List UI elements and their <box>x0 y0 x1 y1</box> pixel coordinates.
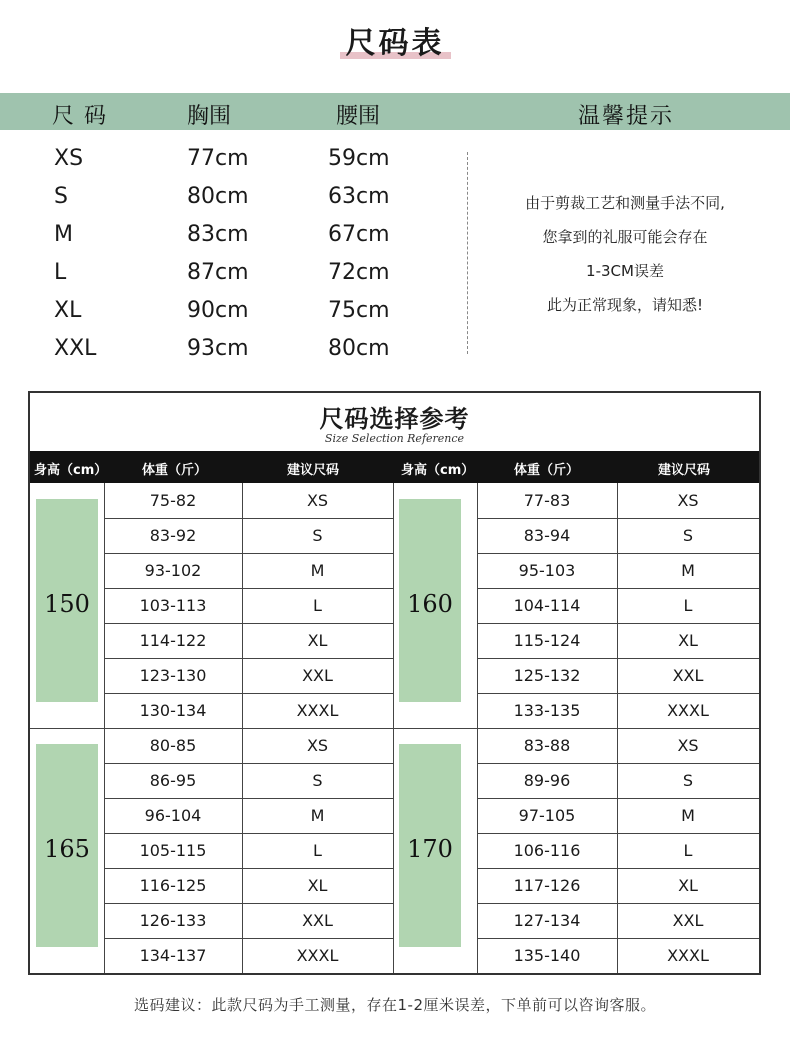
size-label: XXL <box>54 336 97 361</box>
header-size: 尺码 <box>52 104 117 129</box>
bust-value: 93cm <box>187 336 249 361</box>
reference-title: 尺码选择参考 <box>319 405 470 433</box>
suggested-size: XXXL <box>667 701 709 720</box>
suggested-size: XL <box>678 631 698 650</box>
tip-line: 您拿到的礼服可能会存在 <box>542 228 708 246</box>
height-value: 160 <box>407 589 453 618</box>
size-reference-table <box>28 391 761 975</box>
col-weight-left: 体重（斤） <box>142 463 208 478</box>
page-title <box>340 18 451 62</box>
height-value: 170 <box>407 834 453 863</box>
header-bust: 胸围 <box>187 104 232 129</box>
size-label: M <box>54 222 73 247</box>
weight-range: 77-83 <box>523 491 571 510</box>
tip-line: 1-3CM误差 <box>586 262 664 280</box>
weight-range: 93-102 <box>144 561 202 580</box>
waist-value: 67cm <box>328 222 390 247</box>
weight-range: 104-114 <box>513 596 581 615</box>
reference-subtitle: Size Selection Reference <box>324 432 465 445</box>
bust-value: 90cm <box>187 298 249 323</box>
weight-range: 134-137 <box>139 946 207 965</box>
col-weight-right: 体重（斤） <box>514 463 580 478</box>
waist-value: 80cm <box>328 336 390 361</box>
size-row <box>0 184 420 222</box>
tip-line: 此为正常现象，请知悉! <box>546 296 703 314</box>
size-label: XL <box>54 298 82 323</box>
weight-range: 117-126 <box>513 876 581 895</box>
suggested-size: XL <box>678 876 698 895</box>
suggested-size: S <box>312 771 323 790</box>
bust-value: 80cm <box>187 184 249 209</box>
footer-note: 选码建议：此款尺码为手工测量，存在1-2厘米误差，下单前可以咨询客服。 <box>133 996 656 1014</box>
bust-value: 77cm <box>187 146 249 171</box>
suggested-size: S <box>312 526 323 545</box>
suggested-size: M <box>310 806 325 825</box>
suggested-size: M <box>681 806 695 825</box>
suggested-size: L <box>313 841 322 860</box>
col-size-right: 建议尺码 <box>658 463 711 478</box>
bust-value: 83cm <box>187 222 249 247</box>
weight-range: 125-132 <box>513 666 581 685</box>
weight-range: 105-115 <box>139 841 207 860</box>
size-label: XS <box>54 146 84 171</box>
weight-range: 133-135 <box>513 701 581 720</box>
weight-range: 83-94 <box>523 526 571 545</box>
weight-range: 103-113 <box>139 596 207 615</box>
weight-range: 96-104 <box>144 806 202 825</box>
suggested-size: XXXL <box>296 701 339 720</box>
reference-grid <box>30 483 759 973</box>
suggested-size: XS <box>677 491 699 510</box>
size-row <box>0 222 420 260</box>
size-label: L <box>54 260 67 285</box>
size-header-band <box>0 93 790 130</box>
waist-value: 72cm <box>328 260 390 285</box>
col-height-left: 身高（cm） <box>34 463 108 478</box>
size-row <box>0 336 420 374</box>
weight-range: 83-92 <box>149 526 197 545</box>
suggested-size: L <box>683 596 693 615</box>
height-value: 165 <box>44 834 90 863</box>
weight-range: 83-88 <box>523 736 571 755</box>
header-tip: 温馨提示 <box>578 104 675 129</box>
suggested-size: L <box>313 596 322 615</box>
waist-value: 63cm <box>328 184 390 209</box>
suggested-size: XS <box>306 491 329 510</box>
height-value: 150 <box>44 589 90 618</box>
reference-header <box>30 451 759 483</box>
page-title-text: 尺码表 <box>345 26 445 61</box>
suggested-size: M <box>681 561 695 580</box>
weight-range: 86-95 <box>149 771 197 790</box>
weight-range: 75-82 <box>149 491 197 510</box>
weight-range: 126-133 <box>139 911 207 930</box>
suggested-size: XXL <box>672 911 704 930</box>
weight-range: 130-134 <box>139 701 207 720</box>
weight-range: 123-130 <box>139 666 207 685</box>
size-row <box>0 298 420 336</box>
suggested-size: XXXL <box>667 946 709 965</box>
suggested-size: S <box>682 771 694 790</box>
suggested-size: S <box>682 526 694 545</box>
weight-range: 115-124 <box>513 631 581 650</box>
tip-line: 由于剪裁工艺和测量手法不同, <box>525 194 725 212</box>
weight-range: 116-125 <box>139 876 207 895</box>
suggested-size: XXL <box>302 666 333 685</box>
suggested-size: XS <box>306 736 329 755</box>
size-row <box>0 260 420 298</box>
weight-range: 97-105 <box>518 806 576 825</box>
divider-dashed <box>467 152 468 354</box>
suggested-size: XS <box>677 736 699 755</box>
col-size-left: 建议尺码 <box>287 463 340 478</box>
weight-range: 135-140 <box>513 946 581 965</box>
header-waist: 腰围 <box>336 104 381 129</box>
weight-range: 127-134 <box>513 911 581 930</box>
suggested-size: XXL <box>672 666 704 685</box>
tips-block <box>480 186 770 322</box>
weight-range: 89-96 <box>523 771 571 790</box>
weight-range: 80-85 <box>149 736 197 755</box>
waist-value: 75cm <box>328 298 390 323</box>
suggested-size: XXL <box>302 911 333 930</box>
title-area <box>0 18 790 62</box>
bust-value: 87cm <box>187 260 249 285</box>
suggested-size: L <box>683 841 693 860</box>
weight-range: 114-122 <box>139 631 207 650</box>
suggested-size: XL <box>307 876 328 895</box>
weight-range: 106-116 <box>513 841 581 860</box>
col-height-right: 身高（cm） <box>401 463 475 478</box>
size-label: S <box>54 184 68 209</box>
waist-value: 59cm <box>328 146 390 171</box>
suggested-size: M <box>310 561 325 580</box>
suggested-size: XL <box>307 631 328 650</box>
weight-range: 95-103 <box>518 561 576 580</box>
size-row <box>0 146 420 184</box>
suggested-size: XXXL <box>296 946 339 965</box>
